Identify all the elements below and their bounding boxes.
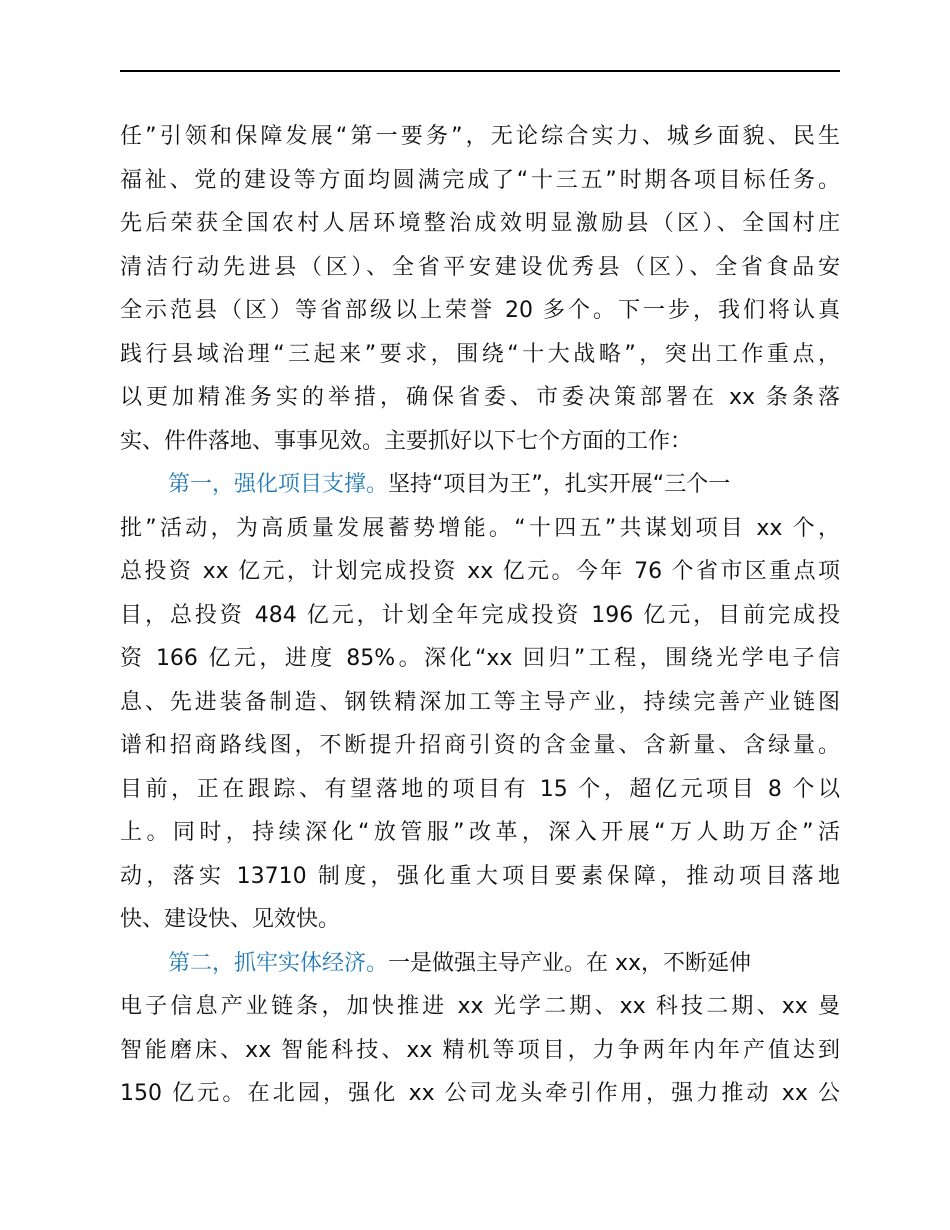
paragraph-line: 任”引领和保障发展“第一要务”，无论综合实力、城乡面貌、民生 [120, 124, 840, 149]
paragraph-line: 快、建设快、见效快。 [120, 907, 341, 932]
body-text [120, 115, 840, 1116]
paragraph-line: 实、件件落地、事事见效。主要抓好以下七个方面的工作： [120, 428, 693, 454]
paragraph-line: 福祉、党的建设等方面均圆满完成了“十三五”时期各项目标任务。 [120, 167, 840, 193]
paragraph-line: 目，总投资 484 亿元，计划全年完成投资 196 亿元，目前完成投 [120, 602, 840, 628]
paragraph-line: 总投资 xx 亿元，计划完成投资 xx 亿元。今年 76 个省市区重点项 [120, 559, 840, 584]
section-one-first-line [120, 463, 840, 507]
paragraph-line: 智能磨床、xx 智能科技、xx 精机等项目，力争两年内年产值达到 [120, 1037, 840, 1063]
paragraph-line: 谱和招商路线图，不断提升招商引资的含金量、含新量、含绿量。 [120, 733, 840, 758]
paragraph-line: 150 亿元。在北园，强化 xx 公司龙头牵引作用，强力推动 xx 公 [120, 1081, 840, 1106]
section-two-heading: 第二，抓牢实体经济。 [168, 950, 389, 976]
header-rule [120, 70, 840, 72]
paragraph-line: 清洁行动先进县（区）、全省平安建设优秀县（区）、全省食品安 [120, 254, 840, 280]
section-one-heading: 第一，强化项目支撑。 [168, 472, 389, 497]
paragraph-line: 全示范县（区）等省部级以上荣誉 20 多个。下一步，我们将认真 [120, 298, 840, 323]
paragraph-line: 息、先进装备制造、钢铁精深加工等主导产业，持续完善产业链图 [120, 689, 840, 715]
paragraph-line: 上。同时，持续深化“放管服”改革，深入开展“万人助万企”活 [120, 820, 840, 845]
paragraph-line: 动，落实 13710 制度，强化重大项目要素保障，推动项目落地 [120, 863, 840, 889]
paragraph-line: 先后荣获全国农村人居环境整治成效明显激励县（区）、全国村庄 [120, 211, 840, 236]
section-one-first-line-text: 坚持“项目为王”，扎实开展“三个一 [388, 472, 731, 497]
paragraph-line: 电子信息产业链条，加快推进 xx 光学二期、xx 科技二期、xx 曼 [120, 994, 840, 1019]
paragraph-line: 践行县域治理“三起来”要求，围绕“十大战略”，突出工作重点， [120, 341, 840, 367]
paragraph-line: 资 166 亿元，进度 85%。深化“xx 回归”工程，围绕光学电子信 [120, 646, 840, 671]
section-two-first-line-text: 一是做强主导产业。在 xx，不断延伸 [388, 950, 752, 976]
paragraph-line: 批”活动，为高质量发展蓄势增能。“十四五”共谋划项目 xx 个， [120, 515, 840, 541]
section-two-first-line [120, 942, 840, 986]
paragraph-line: 以更加精准务实的举措，确保省委、市委决策部署在 xx 条条落 [120, 385, 840, 410]
paragraph-line: 目前，正在跟踪、有望落地的项目有 15 个，超亿元项目 8 个以 [120, 776, 840, 802]
